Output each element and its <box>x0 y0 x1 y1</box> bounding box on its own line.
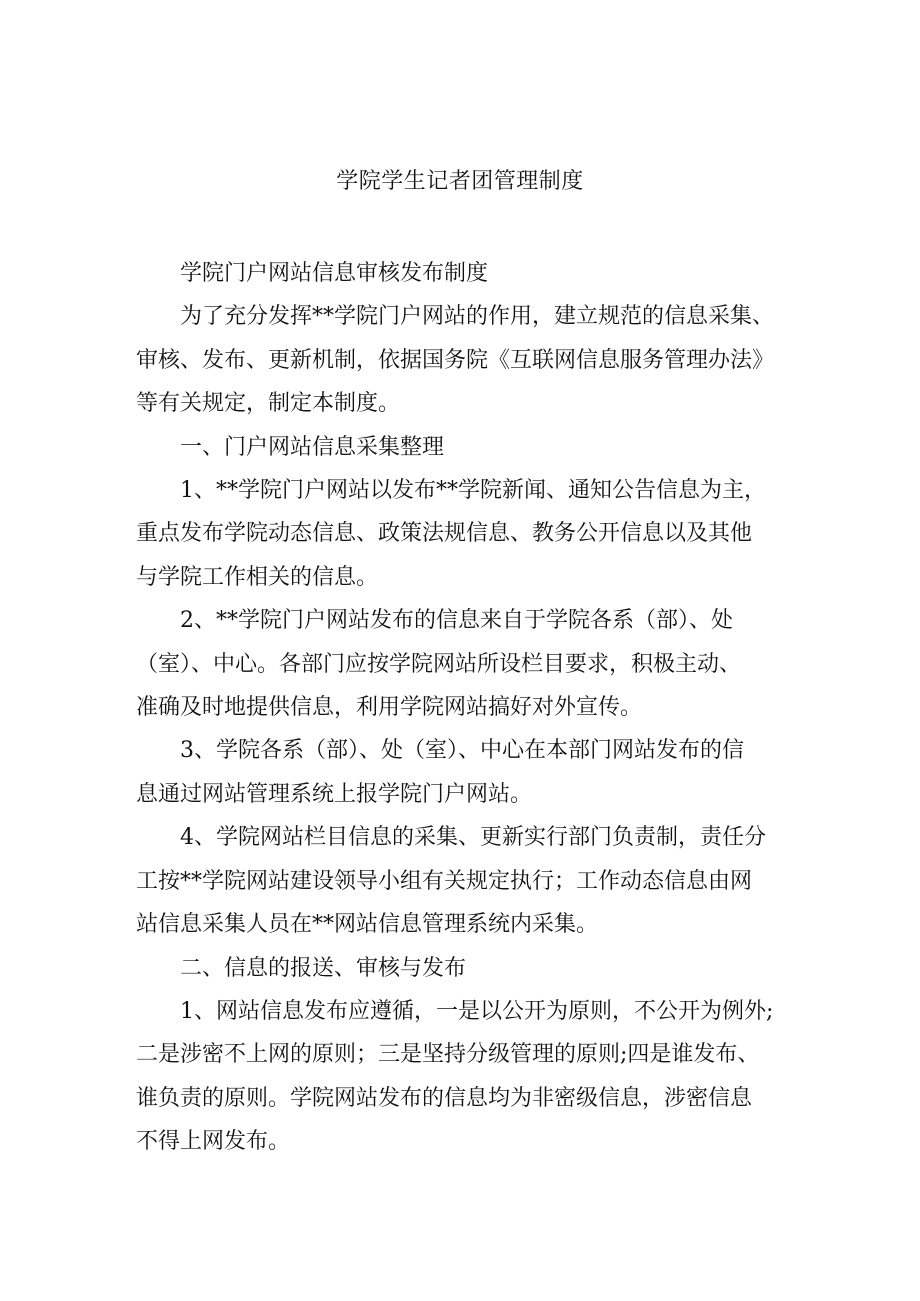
document-title: 学院学生记者团管理制度 <box>336 169 584 194</box>
paragraph-1-1: 1、**学院门户网站以发布**学院新闻、通知公告信息为主， 重点发布学院动态信息、政策法规信息、教务公开信息以及其他 与学院工作相关的信息。 <box>136 478 766 590</box>
document-body <box>136 252 808 1164</box>
paragraph-subtitle: 学院门户网站信息审核发布制度 <box>180 261 489 286</box>
paragraph-1-2: 2、**学院门户网站发布的信息来自于学院各系（部）、处 （室）、中心。各部门应按学院网站所设栏目要求，积极主动、 准确及时地提供信息，利用学院网站搞好对外宣传。 <box>136 608 742 721</box>
section-heading-2: 二、信息的报送、审核与发布 <box>180 955 467 981</box>
section-heading-1: 一、门户网站信息采集整理 <box>180 434 445 460</box>
paragraph-1-4: 4、学院网站栏目信息的采集、更新实行部门负责制，责任分 工按**学院网站建设领导小组有关规定执行；工作动态信息由网 站信息采集人员在**网站信息管理系统内采集。 <box>136 825 766 938</box>
paragraph-intro: 为了充分发挥**学院门户网站的作用，建立规范的信息采集、 审核、发布、更新机制，依据国务院《互联网信息服务管理办法》 等有关规定，制定本制度。 <box>136 304 775 417</box>
paragraph-1-3: 3、学院各系（部）、处（室）、中心在本部门网站发布的信 息通过网站管理系统上报学院门户网站。 <box>136 738 744 807</box>
paragraph-2-1: 1、网站信息发布应遵循，一是以公开为原则，不公开为例外; 二是涉密不上网的原则；三是坚持分级管理的原则;四是谁发布、 谁负责的原则。学院网站发布的信息均为非密级信息，涉密信息 不得上网发布。 <box>136 998 774 1155</box>
